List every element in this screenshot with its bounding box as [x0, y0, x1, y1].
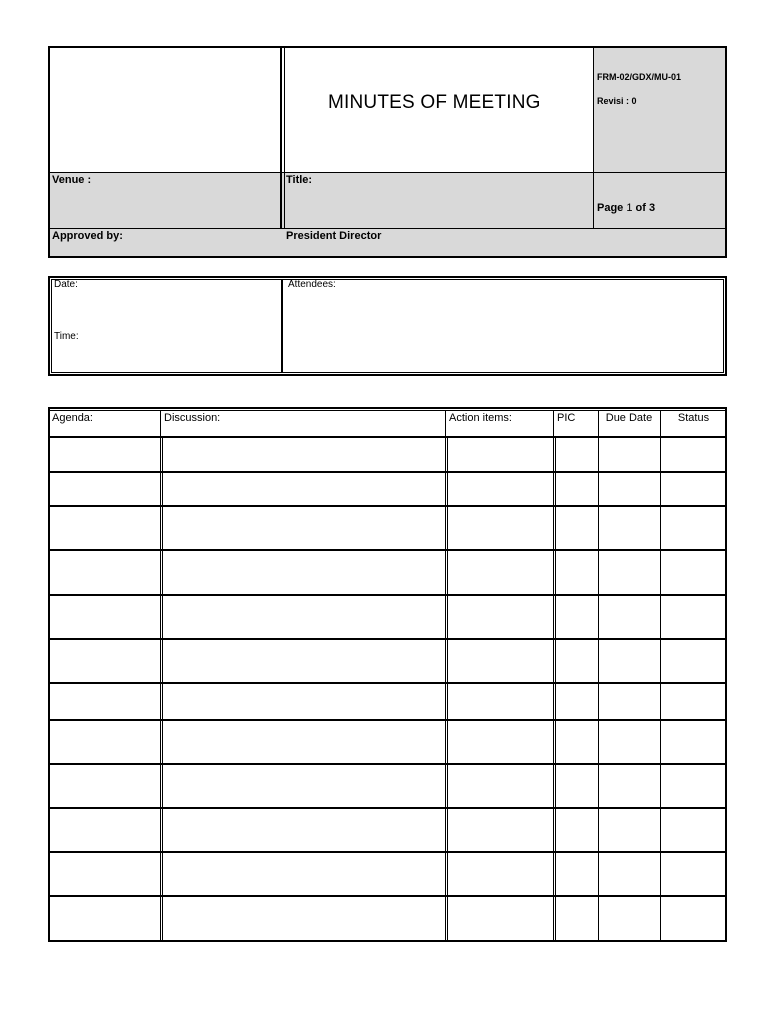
table-cell-due-date[interactable]	[601, 897, 659, 939]
table-row	[48, 851, 727, 895]
table-cell-status[interactable]	[663, 684, 726, 718]
table-cell-status[interactable]	[663, 809, 726, 850]
table-cell-agenda[interactable]	[51, 721, 159, 762]
table-cell-pic[interactable]	[556, 765, 597, 806]
table-cell-action-items[interactable]	[448, 809, 552, 850]
date-field[interactable]	[52, 292, 280, 326]
header-row-line-2	[48, 228, 727, 229]
table-cell-discussion[interactable]	[163, 507, 444, 548]
action-table	[48, 407, 727, 942]
table-cell-status[interactable]	[663, 473, 726, 504]
table-row	[48, 638, 727, 682]
approved-value: President Director	[286, 230, 382, 242]
table-cell-discussion[interactable]	[163, 765, 444, 806]
table-cell-agenda[interactable]	[51, 507, 159, 548]
table-cell-pic[interactable]	[556, 897, 597, 939]
table-cell-action-items[interactable]	[448, 596, 552, 637]
table-cell-due-date[interactable]	[601, 809, 659, 850]
table-cell-discussion[interactable]	[163, 721, 444, 762]
table-cell-status[interactable]	[663, 551, 726, 593]
table-cell-status[interactable]	[663, 640, 726, 681]
page-total: of 3	[635, 202, 656, 214]
table-cell-status[interactable]	[663, 897, 726, 939]
table-cell-due-date[interactable]	[601, 765, 659, 806]
column-header-agenda: Agenda:	[52, 412, 93, 424]
info-inner-bottom	[51, 372, 724, 373]
column-header-due-date: Due Date	[605, 412, 653, 424]
table-cell-agenda[interactable]	[51, 809, 159, 850]
logo-area	[50, 48, 279, 171]
time-label: Time:	[54, 331, 79, 342]
table-cell-status[interactable]	[663, 853, 726, 894]
table-cell-agenda[interactable]	[51, 684, 159, 718]
table-cell-action-items[interactable]	[448, 640, 552, 681]
table-row	[48, 895, 727, 940]
venue-field[interactable]	[50, 188, 279, 226]
table-cell-status[interactable]	[663, 438, 726, 470]
table-cell-action-items[interactable]	[448, 853, 552, 894]
table-cell-action-items[interactable]	[448, 765, 552, 806]
table-row	[48, 682, 727, 719]
table-cell-discussion[interactable]	[163, 809, 444, 850]
header-divider-left	[280, 46, 282, 228]
table-cell-action-items[interactable]	[448, 438, 552, 470]
column-header-discussion: Discussion:	[164, 412, 221, 424]
title-field[interactable]	[286, 188, 592, 226]
table-cell-action-items[interactable]	[448, 897, 552, 939]
table-top-inner	[48, 410, 727, 411]
table-cell-pic[interactable]	[556, 507, 597, 548]
table-row	[48, 594, 727, 638]
table-cell-discussion[interactable]	[163, 438, 444, 470]
form-code: FRM-02/GDX/MU-01	[597, 72, 682, 82]
column-header-pic: PIC	[557, 412, 576, 424]
table-cell-pic[interactable]	[556, 809, 597, 850]
table-cell-action-items[interactable]	[448, 473, 552, 504]
table-cell-action-items[interactable]	[448, 721, 552, 762]
table-cell-pic[interactable]	[556, 640, 597, 681]
table-row	[48, 549, 727, 594]
table-cell-agenda[interactable]	[51, 897, 159, 939]
table-cell-pic[interactable]	[556, 853, 597, 894]
table-cell-due-date[interactable]	[601, 507, 659, 548]
table-cell-due-date[interactable]	[601, 853, 659, 894]
column-header-status: Status	[677, 412, 710, 424]
table-row	[48, 763, 727, 807]
table-cell-discussion[interactable]	[163, 551, 444, 593]
table-cell-agenda[interactable]	[51, 473, 159, 504]
table-cell-due-date[interactable]	[601, 438, 659, 470]
table-cell-agenda[interactable]	[51, 853, 159, 894]
time-field[interactable]	[52, 344, 280, 372]
table-cell-action-items[interactable]	[448, 684, 552, 718]
page-title: MINUTES OF MEETING	[328, 92, 541, 113]
table-cell-agenda[interactable]	[51, 551, 159, 593]
date-label: Date:	[54, 279, 78, 290]
table-cell-discussion[interactable]	[163, 684, 444, 718]
table-cell-agenda[interactable]	[51, 596, 159, 637]
table-cell-pic[interactable]	[556, 438, 597, 470]
table-cell-agenda[interactable]	[51, 640, 159, 681]
approved-label: Approved by:	[52, 230, 123, 242]
table-cell-pic[interactable]	[556, 721, 597, 762]
table-row	[48, 436, 727, 471]
table-cell-agenda[interactable]	[51, 438, 159, 470]
table-cell-agenda[interactable]	[51, 765, 159, 806]
table-cell-discussion[interactable]	[163, 897, 444, 939]
venue-label: Venue :	[52, 174, 92, 186]
table-row	[48, 807, 727, 851]
table-cell-pic[interactable]	[556, 473, 597, 504]
header-row-line-1	[48, 172, 727, 173]
table-cell-pic[interactable]	[556, 684, 597, 718]
table-cell-status[interactable]	[663, 765, 726, 806]
table-cell-status[interactable]	[663, 721, 726, 762]
info-inner-right	[723, 279, 724, 373]
header-divider-left-2	[284, 46, 285, 228]
table-cell-discussion[interactable]	[163, 853, 444, 894]
info-divider	[281, 279, 283, 373]
column-header-action-items: Action items:	[449, 412, 512, 424]
table-cell-action-items[interactable]	[448, 551, 552, 593]
table-cell-discussion[interactable]	[163, 640, 444, 681]
header-block	[48, 46, 727, 258]
table-row	[48, 471, 727, 505]
table-cell-pic[interactable]	[556, 596, 597, 637]
table-cell-discussion[interactable]	[163, 473, 444, 504]
table-cell-due-date[interactable]	[601, 640, 659, 681]
table-cell-discussion[interactable]	[163, 596, 444, 637]
attendees-field[interactable]	[286, 292, 722, 372]
info-inner-top	[51, 279, 724, 280]
table-cell-status[interactable]	[663, 507, 726, 548]
page-current: 1	[626, 202, 633, 214]
table-cell-due-date[interactable]	[601, 551, 659, 593]
header-divider-right	[593, 46, 594, 228]
table-cell-action-items[interactable]	[448, 507, 552, 548]
table-cell-due-date[interactable]	[601, 473, 659, 504]
table-cell-due-date[interactable]	[601, 721, 659, 762]
table-cell-pic[interactable]	[556, 551, 597, 593]
table-row	[48, 719, 727, 763]
attendees-label: Attendees:	[288, 279, 336, 290]
title-label: Title:	[286, 174, 313, 186]
table-cell-due-date[interactable]	[601, 596, 659, 637]
page-label: Page	[597, 202, 624, 214]
table-cell-due-date[interactable]	[601, 684, 659, 718]
table-cell-status[interactable]	[663, 596, 726, 637]
info-block	[48, 276, 727, 376]
revision-label: Revisi : 0	[597, 96, 637, 106]
table-row	[48, 505, 727, 549]
page-indicator	[597, 202, 655, 215]
